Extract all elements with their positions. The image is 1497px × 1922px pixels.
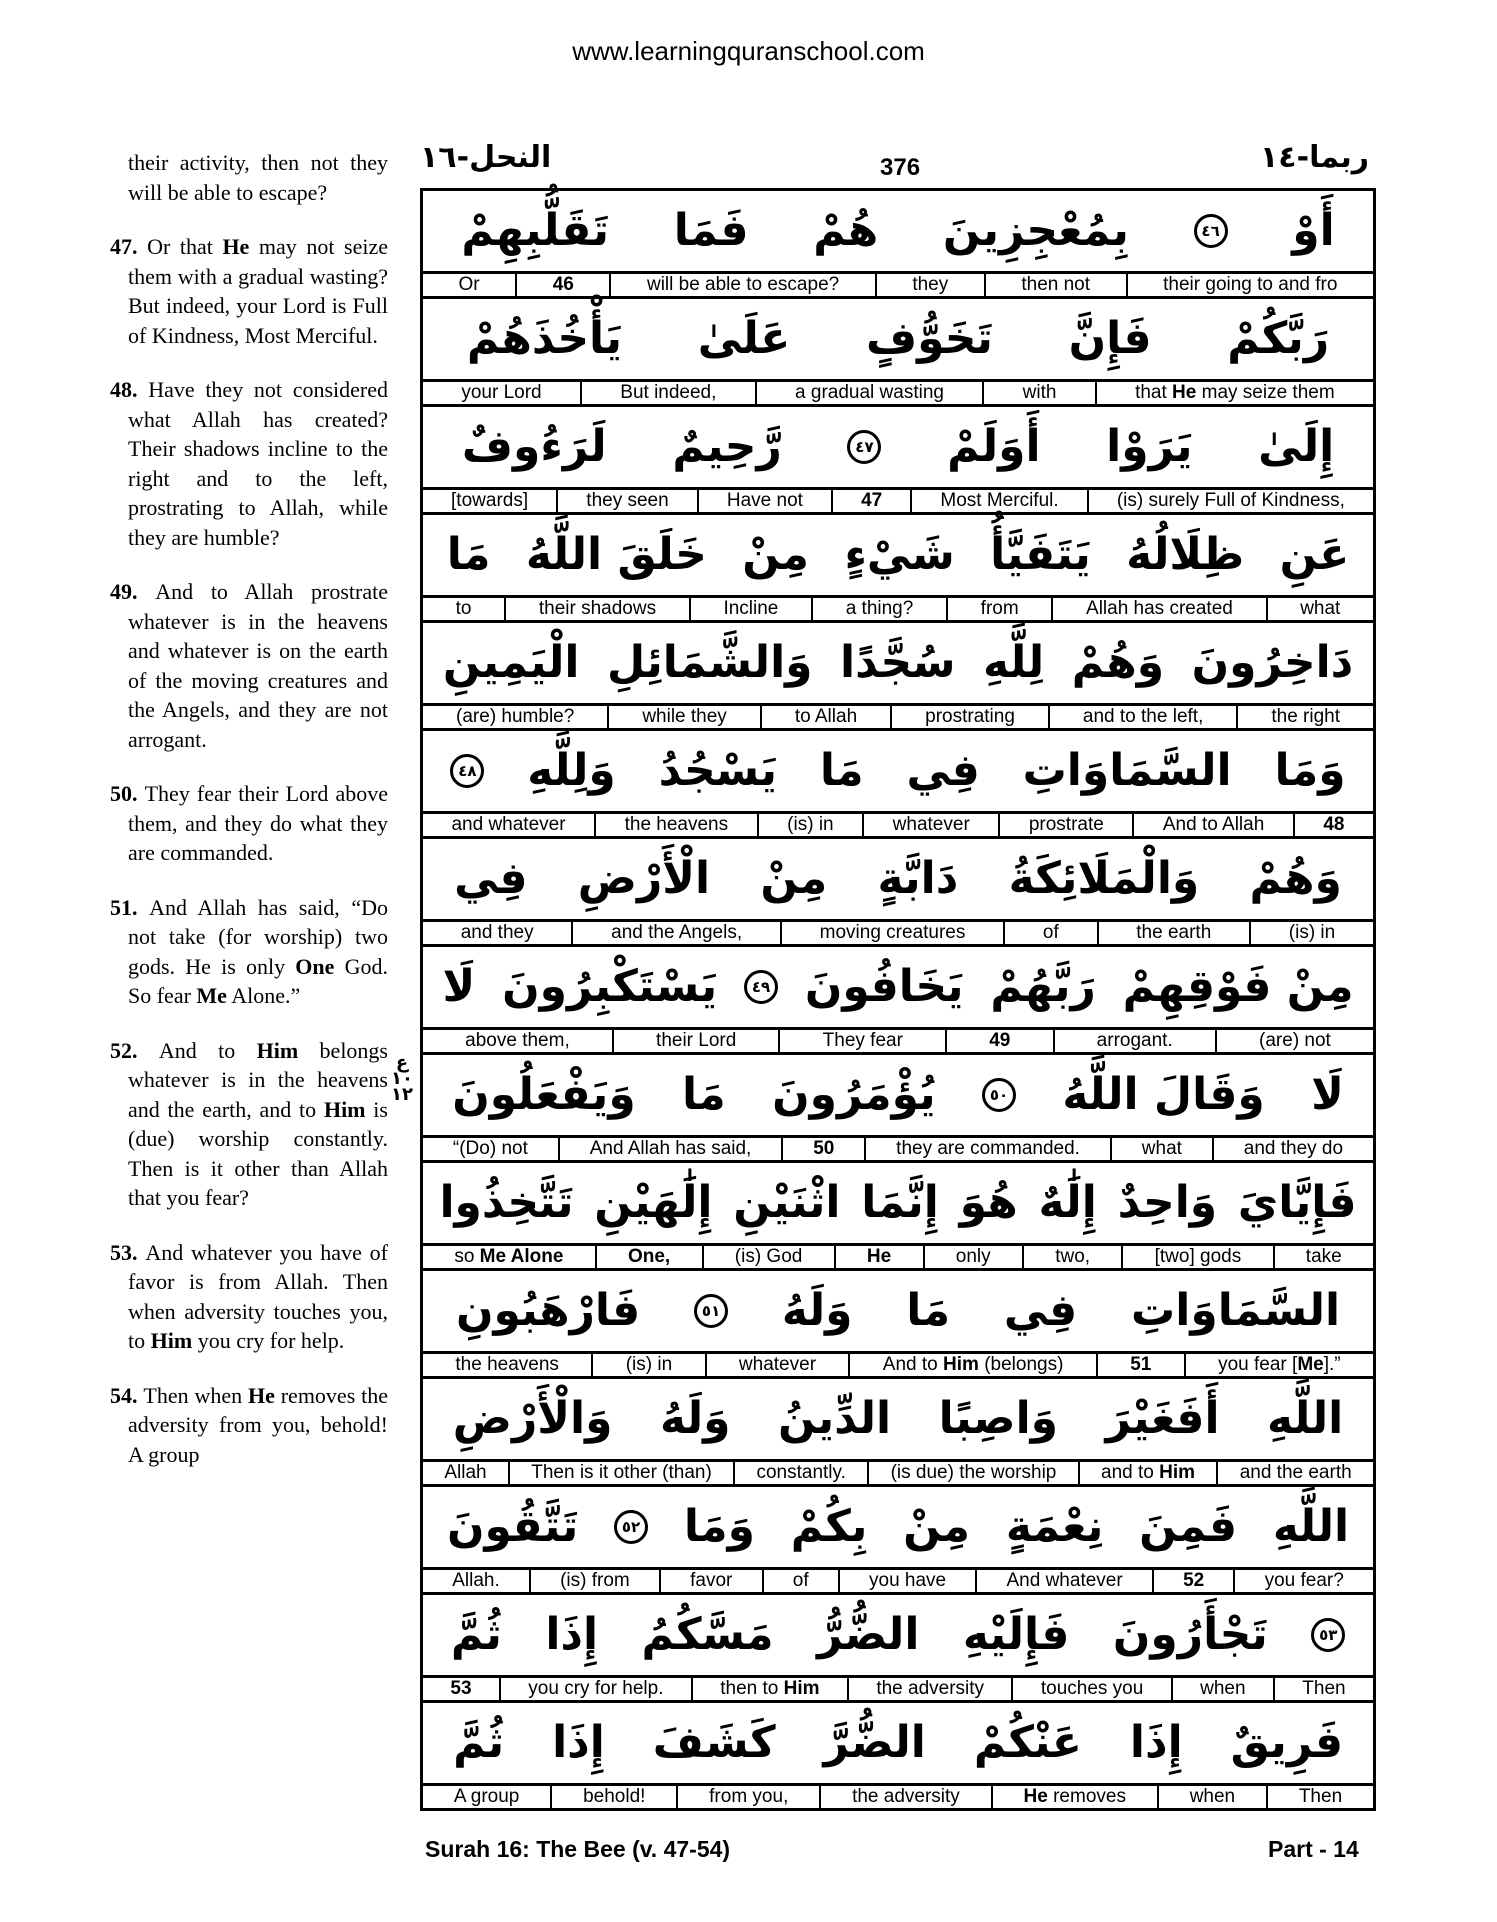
arabic-word: مَا	[819, 745, 864, 796]
english-gloss-cell: two,	[1022, 1246, 1121, 1268]
english-gloss-cell: so Me Alone	[454, 1246, 564, 1267]
arabic-word: الْأَرْضِ	[577, 853, 711, 904]
english-gloss-cell: Or	[458, 274, 480, 295]
verse-block	[423, 731, 1373, 839]
ruku-marker: ع ١٠ ١٢	[391, 1052, 413, 1105]
english-gloss-cell: 47	[831, 490, 910, 512]
ayah-end-marker-icon: ٥٣	[1311, 1618, 1345, 1652]
arabic-word: نِعْمَةٍ	[1005, 1501, 1104, 1552]
english-gloss-cell: Most Merciful.	[910, 490, 1086, 512]
english-gloss-cell: whatever	[862, 814, 998, 836]
arabic-word: إِلَٰهَيْنِ	[594, 1177, 713, 1228]
arabic-word: الضُّرُّ	[817, 1609, 920, 1660]
arabic-word: وَاحِدٌ	[1117, 1177, 1218, 1228]
translation-text: their activity, then not they will be able to escape?	[128, 150, 388, 205]
english-gloss-cell: (is) from	[529, 1570, 659, 1592]
english-gloss-cell: take	[1273, 1246, 1373, 1268]
verse-number: 50.	[110, 781, 145, 806]
arabic-word: فَمِنَ	[1139, 1501, 1238, 1552]
english-gloss-cell: you cry for help.	[499, 1678, 691, 1700]
arabic-word: يَتَفَيَّأُ	[990, 529, 1091, 580]
arabic-word: لَا	[442, 961, 476, 1012]
english-gloss-cell: from	[946, 598, 1051, 620]
english-gloss-cell: touches you	[1011, 1678, 1170, 1700]
translation-paragraph	[110, 1381, 389, 1470]
english-row	[423, 1246, 1373, 1268]
arabic-word: إِلَٰهٌ	[1038, 1177, 1097, 1228]
english-gloss-cell: (are) not	[1215, 1030, 1373, 1052]
arabic-word: فِي	[454, 853, 528, 904]
verse-number: 52.	[110, 1037, 159, 1063]
arabic-word: ظِلَالُهُ	[1126, 529, 1245, 580]
arabic-word: فِي	[1003, 1285, 1078, 1336]
arabic-word: هُمْ	[813, 205, 879, 256]
surah-arabic-header: النحل-١٦	[420, 140, 552, 175]
verse-number: 49.	[110, 579, 156, 604]
english-row	[423, 1138, 1373, 1160]
english-row	[423, 382, 1373, 404]
translation-text: And whatever you have of favor is from Allah. Then when adversity touches you, to Him you cry for help.	[128, 1239, 388, 1353]
verse-number: 47.	[110, 234, 148, 259]
verse-block	[423, 1163, 1373, 1271]
arabic-word: عَنِ	[1279, 529, 1350, 580]
english-gloss-cell: will be able to escape?	[609, 274, 874, 296]
translation-text: And to Allah prostrate whatever is in the heavens and whatever is on the earth of the moving creatures and the Angels, and they are not arrogant.	[128, 579, 388, 752]
arabic-word: وَمَا	[683, 1501, 755, 1552]
juz-arabic-header: ربما-١٤	[1260, 140, 1369, 175]
translation-paragraph	[110, 577, 388, 754]
english-gloss-cell: the heavens	[455, 1354, 559, 1375]
english-gloss-cell: 49	[945, 1030, 1052, 1052]
english-gloss-cell: a thing?	[811, 598, 946, 620]
english-gloss-cell: 50	[781, 1138, 864, 1160]
arabic-word: فَارْهَبُونِ	[455, 1285, 641, 1336]
english-gloss-cell: a gradual wasting	[755, 382, 983, 404]
english-gloss-cell: then to Him	[691, 1678, 847, 1700]
verse-number: 54.	[110, 1382, 144, 1408]
arabic-word: مَا	[906, 1285, 951, 1336]
english-gloss-cell: One,	[595, 1246, 702, 1268]
arabic-row	[423, 839, 1373, 922]
arabic-row	[423, 515, 1373, 598]
arabic-word: مِنْ	[903, 1501, 971, 1552]
arabic-word: وَهُمْ	[1249, 853, 1342, 904]
verse-block	[423, 839, 1373, 947]
english-gloss-cell: They fear	[778, 1030, 945, 1052]
english-gloss-cell: your Lord	[461, 382, 542, 403]
arabic-word: وَلَهُ	[781, 1285, 853, 1336]
verse-block	[423, 191, 1373, 299]
english-gloss-cell: Incline	[689, 598, 811, 620]
arabic-row	[423, 1055, 1373, 1138]
arabic-word: الدِّينُ	[777, 1393, 892, 1444]
english-gloss-cell: constantly.	[733, 1462, 867, 1484]
arabic-word: أَفَغَيْرَ	[1105, 1393, 1220, 1444]
arabic-word: أَوْ	[1292, 205, 1335, 256]
arabic-word: عَنْكُمْ	[973, 1717, 1082, 1768]
english-gloss-cell: arrogant.	[1053, 1030, 1215, 1052]
english-gloss-cell: 53	[450, 1678, 472, 1699]
english-gloss-cell: the heavens	[594, 814, 757, 836]
english-gloss-cell: what	[1266, 598, 1373, 620]
arabic-row	[423, 1163, 1373, 1246]
arabic-word: لَا	[1311, 1069, 1344, 1120]
english-gloss-cell: their going to and fro	[1126, 274, 1373, 296]
arabic-word: تَخَوُّفٍ	[866, 313, 993, 364]
ayah-end-marker-icon: ٥٢	[614, 1510, 648, 1544]
arabic-word: وَهُمْ	[1071, 637, 1165, 688]
english-row	[423, 706, 1373, 728]
arabic-word: السَّمَاوَاتِ	[1022, 745, 1232, 796]
arabic-word: أَوَلَمْ	[947, 421, 1041, 472]
arabic-row	[423, 1271, 1373, 1354]
translation-text: And Allah has said, “Do not take (for worship) two gods. He is only One God. So fear Me Alone.”	[128, 894, 389, 1008]
english-gloss-cell: prostrate	[998, 814, 1132, 836]
arabic-word: فَإِلَيْهِ	[962, 1609, 1070, 1660]
english-row	[423, 1354, 1373, 1376]
arabic-word: مَا	[682, 1069, 726, 1120]
arabic-word: إِلَىٰ	[1258, 421, 1335, 472]
arabic-word: فَإِيَّايَ	[1237, 1177, 1357, 1228]
arabic-word: وَالْمَلَائِكَةُ	[1008, 853, 1200, 904]
arabic-row	[423, 407, 1373, 490]
translation-paragraph	[110, 1238, 388, 1356]
arabic-word: الضُّرَّ	[823, 1717, 926, 1768]
english-row	[423, 1030, 1373, 1052]
english-gloss-cell: [towards]	[451, 490, 529, 511]
arabic-word: وَاصِبًا	[938, 1393, 1059, 1444]
arabic-word: إِنَّمَا	[861, 1177, 939, 1228]
english-gloss-cell: favor	[659, 1570, 762, 1592]
arabic-word: فَرِيقٌ	[1230, 1717, 1344, 1768]
footer-surah-title: Surah 16: The Bee (v. 47-54)	[425, 1836, 731, 1862]
english-gloss-cell: then not	[984, 274, 1126, 296]
arabic-word: مِنْ	[760, 853, 828, 904]
ayah-end-marker-icon: ٤٦	[1194, 214, 1228, 248]
english-gloss-cell: the adversity	[819, 1786, 990, 1808]
arabic-word: وَلِلَّهِ	[527, 745, 616, 796]
translation-text: They fear their Lord above them, and they do what they are commanded.	[128, 781, 389, 865]
english-gloss-cell: (are) humble?	[456, 706, 575, 727]
english-gloss-cell: from you,	[676, 1786, 819, 1808]
verse-block	[423, 1271, 1373, 1379]
english-gloss-cell: and they do	[1212, 1138, 1373, 1160]
arabic-word: بِمُعْجِزِينَ	[942, 205, 1129, 256]
verse-block	[423, 1055, 1373, 1163]
verse-block	[423, 515, 1373, 623]
arabic-word: مِنْ	[742, 529, 810, 580]
arabic-word: دَابَّةٍ	[877, 853, 959, 904]
arabic-word: إِذَا	[545, 1609, 599, 1660]
english-gloss-cell: when	[1171, 1678, 1273, 1700]
verse-number: 53.	[110, 1239, 146, 1265]
english-gloss-cell: He removes	[991, 1786, 1157, 1808]
english-gloss-cell: their shadows	[504, 598, 689, 620]
translation-text: Then when He removes the adversity from you, behold! A group	[128, 1382, 389, 1467]
english-gloss-cell: But indeed,	[580, 382, 755, 404]
arabic-word: يُؤْمَرُونَ	[772, 1069, 936, 1120]
english-gloss-cell: you have	[838, 1570, 976, 1592]
english-gloss-cell: what	[1110, 1138, 1212, 1160]
english-row	[423, 814, 1373, 836]
verse-number: 51.	[110, 894, 150, 920]
verse-block	[423, 1595, 1373, 1703]
translation-paragraph	[110, 375, 389, 552]
arabic-word: السَّمَاوَاتِ	[1131, 1285, 1341, 1336]
english-gloss-cell: 46	[515, 274, 609, 296]
english-gloss-cell: they	[875, 274, 984, 296]
english-gloss-cell: 52	[1152, 1570, 1234, 1592]
arabic-word: تَقَلُّبِهِمْ	[461, 205, 610, 256]
translation-paragraph	[128, 148, 388, 207]
arabic-word: عَلَىٰ	[697, 313, 791, 364]
english-gloss-cell: you fear [Me].”	[1184, 1354, 1373, 1376]
arabic-word: يَرَوْا	[1106, 421, 1193, 472]
verse-block	[423, 1487, 1373, 1595]
english-gloss-cell: prostrating	[890, 706, 1048, 728]
english-gloss-cell: whatever	[705, 1354, 849, 1376]
arabic-row	[423, 623, 1373, 706]
arabic-row	[423, 731, 1373, 814]
translation-paragraph	[110, 1036, 388, 1213]
verse-block	[423, 623, 1373, 731]
arabic-word: فَمَا	[673, 205, 749, 256]
arabic-word: فَإِنَّ	[1068, 313, 1152, 364]
arabic-word: اللَّهِ	[1267, 1393, 1344, 1444]
english-row	[423, 274, 1373, 296]
english-gloss-cell: only	[923, 1246, 1022, 1268]
arabic-row	[423, 299, 1373, 382]
verse-block	[423, 1379, 1373, 1487]
arabic-word: كَشَفَ	[652, 1717, 776, 1768]
arabic-word: وَقَالَ اللَّهُ	[1062, 1069, 1265, 1120]
verse-number: 48.	[110, 377, 149, 402]
english-gloss-cell: (is due) the worship	[867, 1462, 1077, 1484]
english-gloss-cell: they are commanded.	[864, 1138, 1110, 1160]
ayah-end-marker-icon: ٥٠	[982, 1078, 1016, 1112]
arabic-word: يَسْجُدُ	[658, 745, 778, 796]
english-row	[423, 1570, 1373, 1592]
english-gloss-cell: and to the left,	[1048, 706, 1236, 728]
english-gloss-cell: (is) in	[591, 1354, 704, 1376]
english-gloss-cell: 51	[1096, 1354, 1184, 1376]
arabic-word: فِي	[906, 745, 980, 796]
arabic-word: مِنْ فَوْقِهِمْ	[1122, 961, 1354, 1012]
ayah-end-marker-icon: ٤٨	[450, 754, 484, 788]
arabic-word: ثُمَّ	[453, 1717, 505, 1768]
english-gloss-cell: and to Him	[1078, 1462, 1217, 1484]
arabic-word: يَأْخُذَهُمْ	[466, 313, 623, 364]
arabic-row	[423, 1703, 1373, 1786]
english-gloss-cell: And to Allah	[1132, 814, 1292, 836]
word-by-word-table	[420, 188, 1376, 1811]
arabic-word: الْيَمِينِ	[442, 637, 580, 688]
english-gloss-cell: you fear?	[1233, 1570, 1373, 1592]
english-row	[423, 598, 1373, 620]
english-gloss-cell: (is) God	[702, 1246, 834, 1268]
english-gloss-cell: with	[982, 382, 1094, 404]
english-gloss-cell: of	[762, 1570, 838, 1592]
english-gloss-cell: to	[455, 598, 472, 619]
english-gloss-cell: that He may seize them	[1095, 382, 1373, 404]
ayah-end-marker-icon: ٥١	[694, 1294, 728, 1328]
english-gloss-cell: to Allah	[760, 706, 890, 728]
english-gloss-cell: (is) in	[1249, 922, 1373, 944]
english-gloss-cell: “(Do) not	[452, 1138, 528, 1159]
english-row	[423, 1462, 1373, 1484]
arabic-word: بِكُمْ	[790, 1501, 868, 1552]
english-gloss-cell: of	[1003, 922, 1096, 944]
english-row	[423, 490, 1373, 512]
verse-block	[423, 299, 1373, 407]
english-gloss-cell: And whatever	[975, 1570, 1152, 1592]
english-gloss-cell: their Lord	[612, 1030, 779, 1052]
english-row	[423, 1786, 1373, 1808]
arabic-word: رَبَّهُمْ	[990, 961, 1096, 1012]
english-row	[423, 922, 1373, 944]
arabic-word: وَالْأَرْضِ	[452, 1393, 613, 1444]
english-gloss-cell: moving creatures	[780, 922, 1003, 944]
english-gloss-cell: and they	[460, 922, 534, 943]
english-gloss-cell: the adversity	[847, 1678, 1012, 1700]
english-gloss-cell: And to Him (belongs)	[848, 1354, 1095, 1376]
arabic-word: هُوَ	[959, 1177, 1018, 1228]
ayah-end-marker-icon: ٤٧	[847, 430, 881, 464]
english-gloss-cell: Then	[1266, 1786, 1373, 1808]
english-gloss-cell: Allah.	[452, 1570, 500, 1591]
english-gloss-cell: (is) surely Full of Kindness,	[1087, 490, 1373, 512]
english-gloss-cell: while they	[607, 706, 760, 728]
english-gloss-cell: He	[834, 1246, 923, 1268]
english-gloss-cell: [two] gods	[1121, 1246, 1272, 1268]
english-row	[423, 1678, 1373, 1700]
english-gloss-cell: they seen	[556, 490, 697, 512]
site-url[interactable]: www.learningquranschool.com	[572, 36, 925, 66]
english-gloss-cell: and whatever	[451, 814, 566, 835]
english-gloss-cell: (is) in	[757, 814, 863, 836]
arabic-word: إِذَا	[552, 1717, 605, 1768]
arabic-word: وَلَهُ	[659, 1393, 731, 1444]
footer-part: Part - 14	[1268, 1836, 1359, 1862]
english-gloss-cell: the right	[1236, 706, 1373, 728]
arabic-word: وَمَا	[1274, 745, 1346, 796]
arabic-word: وَالشَّمَائِلِ	[606, 637, 813, 688]
page-number: 376	[880, 154, 921, 181]
ayah-end-marker-icon: ٤٩	[744, 970, 778, 1004]
english-gloss-cell: Have not	[697, 490, 831, 512]
arabic-word: خَلَقَ اللَّهُ	[525, 529, 707, 580]
english-gloss-cell: Then is it other (than)	[508, 1462, 733, 1484]
arabic-word: شَيْءٍ	[844, 529, 955, 580]
arabic-word: دَاخِرُونَ	[1191, 637, 1354, 688]
arabic-word: لِلَّهِ	[983, 637, 1045, 688]
english-gloss-cell: 48	[1293, 814, 1373, 836]
arabic-word: تَتَّخِذُوا	[439, 1177, 574, 1228]
translation-text: Have they not considered what Allah has created? Their shadows incline to the right and to the left, prostrating to Allah, while they are humble?	[128, 377, 389, 550]
english-gloss-cell: when	[1157, 1786, 1266, 1808]
verse-block	[423, 947, 1373, 1055]
english-gloss-cell: Allah has created	[1051, 598, 1265, 620]
translation-paragraph	[110, 779, 389, 868]
arabic-word: رَبَّكُمْ	[1227, 313, 1330, 364]
arabic-word: سُجَّدًا	[840, 637, 956, 688]
translation-text: And to Him belongs whatever is in the heavens and the earth, and to Him is (due) worship constantly. Then is it other than Allah that you fear?	[128, 1037, 388, 1210]
translation-column	[110, 148, 389, 1494]
english-gloss-cell: above them,	[465, 1030, 570, 1051]
arabic-word: إِذَا	[1129, 1717, 1183, 1768]
arabic-row	[423, 1379, 1373, 1462]
arabic-word: اللَّهِ	[1272, 1501, 1350, 1552]
arabic-row	[423, 947, 1373, 1030]
arabic-word: اثْنَيْنِ	[733, 1177, 841, 1228]
english-gloss-cell: and the earth	[1216, 1462, 1373, 1484]
arabic-row	[423, 1595, 1373, 1678]
translation-paragraph	[110, 893, 389, 1011]
arabic-word: تَتَّقُونَ	[446, 1501, 579, 1552]
arabic-row	[423, 1487, 1373, 1570]
arabic-word: مَسَّكُمُ	[641, 1609, 774, 1660]
arabic-word: يَخَافُونَ	[804, 961, 964, 1012]
verse-block	[423, 407, 1373, 515]
arabic-row	[423, 191, 1373, 274]
translation-text: Or that He may not seize them with a gradual wasting? But indeed, your Lord is Full of Kindness, Most Merciful.	[128, 234, 389, 348]
arabic-word: لَرَءُوفٌ	[461, 421, 607, 472]
english-gloss-cell: Then	[1273, 1678, 1373, 1700]
translation-paragraph	[110, 232, 389, 350]
english-gloss-cell: A group	[453, 1786, 520, 1807]
english-gloss-cell: And Allah has said,	[558, 1138, 781, 1160]
english-gloss-cell: and the Angels,	[571, 922, 780, 944]
verse-block	[423, 1703, 1373, 1808]
arabic-word: ثُمَّ	[450, 1609, 502, 1660]
arabic-word: تَجْأَرُونَ	[1112, 1609, 1268, 1660]
english-gloss-cell: Allah	[444, 1462, 487, 1483]
arabic-word: يَسْتَكْبِرُونَ	[502, 961, 718, 1012]
arabic-word: مَا	[446, 529, 491, 580]
arabic-word: رَّحِيمٌ	[672, 421, 782, 472]
arabic-word: وَيَفْعَلُونَ	[452, 1069, 636, 1120]
english-gloss-cell: the earth	[1097, 922, 1250, 944]
english-gloss-cell: behold!	[550, 1786, 676, 1808]
